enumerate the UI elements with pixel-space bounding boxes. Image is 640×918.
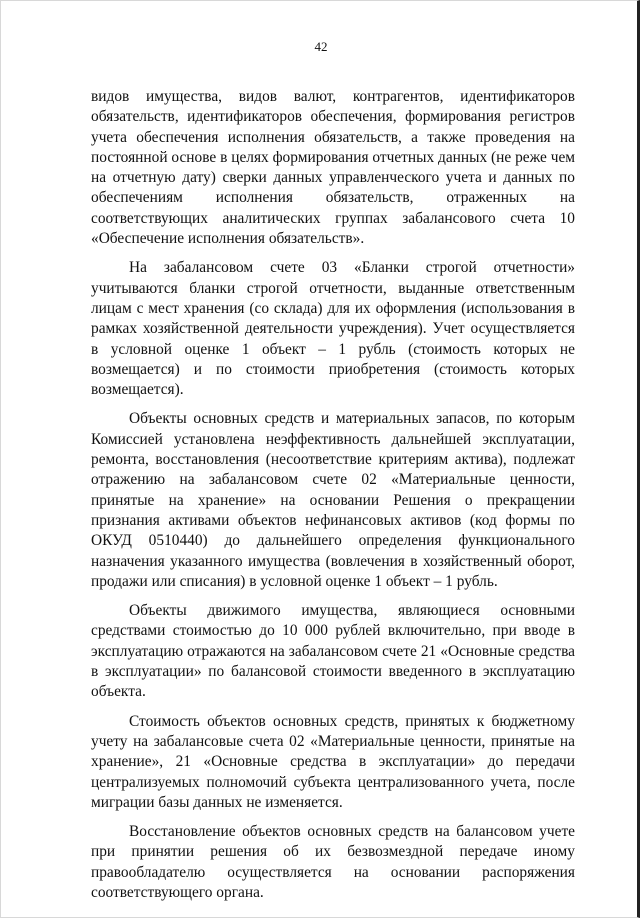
paragraph-fixed-assets-offbalance: Объекты основных средств и материальных запасов, по которым Комиссией установлена неэффективность дальнейшей эксплуатации, ремонта, восстановления (несоответствие критериям актива), подлежат отражению на забалансовом счете 02 «Материальные ценности, принятые на хранение» на основании Решения о прекращении признания активами объектов нефинансовых активов (код формы по ОКУД 0510440) до дальнейшего определения функционального назначения указанного имущества (вовлечения в хозяйственный оборот, продажи или списания) в условной оценке 1 объект – 1 рубль. xyxy=(91,410,575,590)
paragraph-asset-restoration: Восстановление объектов основных средств на балансовом учете при принятии решения об их безвозмездной передаче иному правообладателю осуществляется на основании распоряжения соответствующего органа. xyxy=(91,823,575,901)
paragraph-strict-reporting-forms: На забалансовом счете 03 «Бланки строгой отчетности» учитываются бланки строгой отчетности, выданные ответственным лицам с мест хранения (со склада) для их оформления (использования в рамках хозяйственной деятельности учреждения). Учет осуществляется в условной оценке 1 объект – 1 рубль (стоимость которых не возмещается) и по стоимости приобретения (стоимость которых возмещается). xyxy=(91,259,575,399)
page-number: 42 xyxy=(314,39,328,54)
document-body xyxy=(91,87,575,912)
paragraph-movable-property: Объекты движимого имущества, являющиеся основными средствами стоимостью до 10 000 рублей включительно, при вводе в эксплуатацию отражаются на забалансовом счете 21 «Основные средства в эксплуатации» по балансовой стоимости введенного в эксплуатацию объекта. xyxy=(91,602,575,701)
paragraph-asset-value-migration: Стоимость объектов основных средств, принятых к бюджетному учету на забалансовые счета 02 «Материальные ценности, принятые на хранение», 21 «Основные средства в эксплуатации» до передачи централизуемых полномочий субъекта централизованного учета, после миграции базы данных не изменяется. xyxy=(91,712,575,811)
paragraph-continued: видов имущества, видов валют, контрагентов, идентификаторов обязательств, идентификаторов обеспечения, формирования регистров учета обеспечения исполнения обязательств, а также проведения на постоянной основе в целях формирования отчетных данных (не реже чем на отчетную дату) сверки данных управленческого учета и данных по обеспечениям исполнения обязательств, отраженных на соответствующих аналитических группах забалансового счета 10 «Обеспечение исполнения обязательств». xyxy=(91,88,576,248)
